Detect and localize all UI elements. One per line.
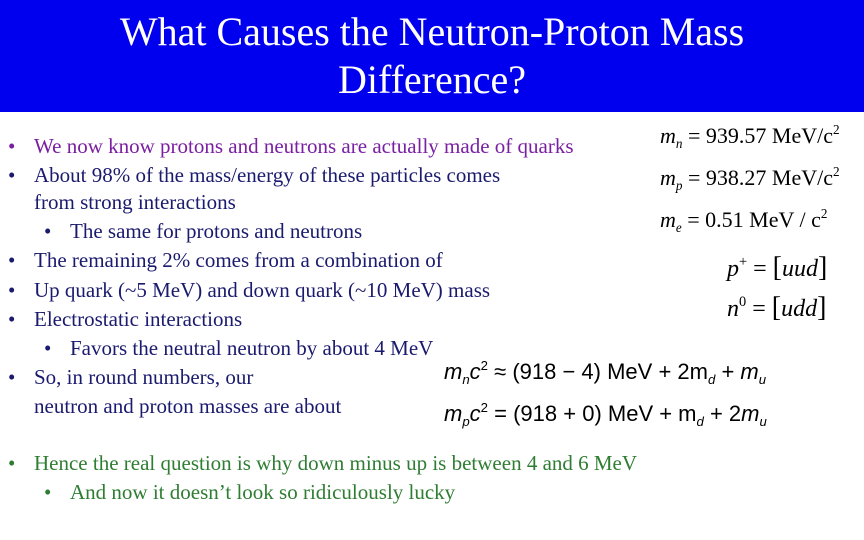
bullet-remaining: The remaining 2% comes from a combination of [34,248,443,272]
sub-bullet-lucky: And now it doesn’t look so ridiculously lucky [70,480,456,504]
proton-mass-formula: $m_pc^2 = (918 + 0)$ MeV + $m_d + 2m_u$ [444,400,767,429]
slide-title-line-2: Difference? [337,57,526,102]
bullet-quark-mass: Up quark (~5 MeV) and down quark (~10 MeV) mass [34,278,491,302]
neutron-mass-value: = 939.57 MeV/c [687,123,833,149]
bullet-marker: • [8,307,16,331]
slide-title [0,8,864,104]
neutron-mass-equation: $m_n = 939.57$ MeV/$c^2$ [660,122,840,151]
bullet-marker: • [8,451,16,475]
neutron-formula-rhs: ≈ (918 − 4) MeV + 2m [494,359,708,385]
bullet-marker: • [8,163,16,187]
neutron-mass-formula: $m_nc^2 \approx (918 - 4)$ MeV + $2m_d + m_u$ [444,358,767,387]
bullet-electrostatic: Electrostatic interactions [34,307,243,331]
proton-mass-equation: $m_p = 938.27$ MeV/$c^2$ [660,164,840,193]
bullet-round-numbers: So, in round numbers, our [34,365,254,389]
proton-formula-rhs: = (918 + 0) MeV + m [494,401,697,427]
proton-quarks: uud [782,256,818,282]
bullet-real-question: Hence the real question is why down minus up is between 4 and 6 MeV [34,451,638,475]
neutron-quark-content: $n^0 = [udd]$ [727,292,827,323]
bullet-marker: • [8,365,16,389]
sub-bullet-marker: • [44,480,52,504]
bullet-marker: • [8,134,16,158]
bullet-98-percent-cont: from strong interactions [34,190,236,214]
bullet-marker: • [8,278,16,302]
bullet-quarks: We now know protons and neutrons are actually made of quarks [34,134,574,158]
sub-bullet-marker: • [44,219,52,243]
neutron-quarks: udd [781,296,818,322]
proton-mass-value: = 938.27 MeV/c [687,165,833,191]
sub-bullet-favors: Favors the neutral neutron by about 4 MeV [70,336,434,360]
bullet-marker: • [8,248,16,272]
sub-bullet-marker: • [44,336,52,360]
bullet-98-percent: About 98% of the mass/energy of these particles comes [34,163,501,187]
bullet-round-numbers-cont: neutron and proton masses are about [34,394,342,418]
electron-mass-equation: $m_e = 0.51$ MeV / $c^2$ [660,206,828,235]
sub-bullet-same: The same for protons and neutrons [70,219,363,243]
slide-title-line-1: What Causes the Neutron-Proton Mass [119,9,745,54]
proton-quark-content: p+ = [uud] [727,252,828,283]
electron-mass-value: = 0.51 MeV / c [687,207,821,233]
